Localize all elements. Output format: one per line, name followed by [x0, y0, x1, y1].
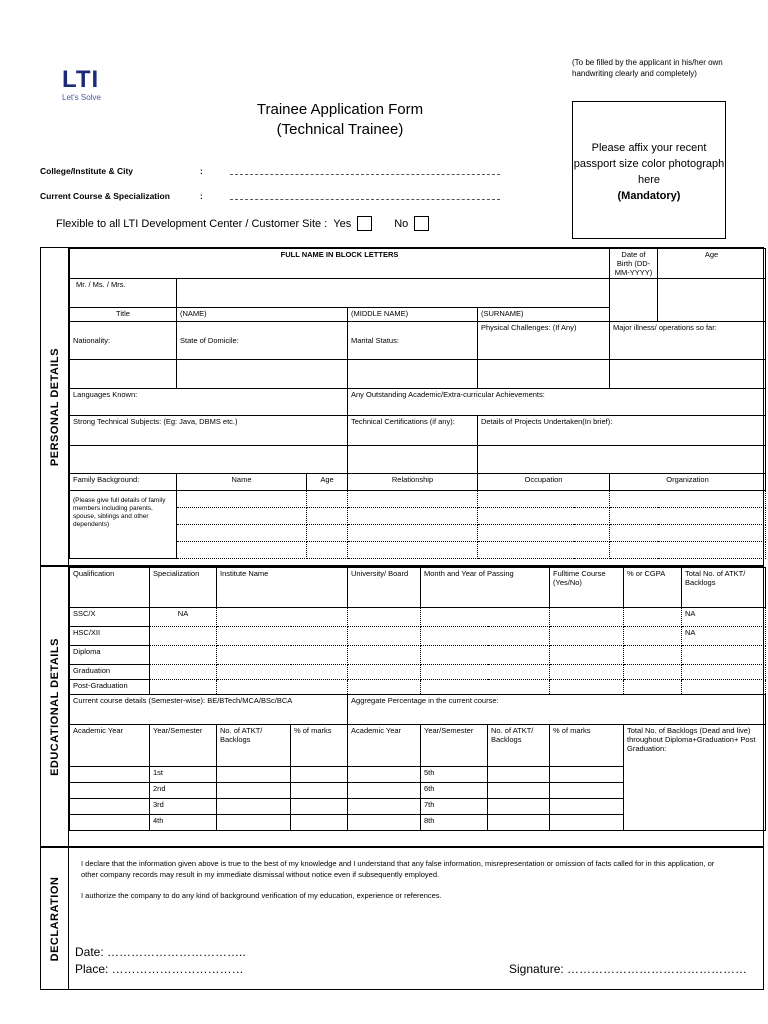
atkt-input[interactable] [488, 783, 550, 799]
institute-input[interactable] [217, 665, 348, 680]
education-section-label: EDUCATIONAL DETAILS [41, 567, 69, 846]
dob-header: Date of Birth (DD-MM-YYYY) [610, 249, 658, 279]
domicile-label: State of Domicile: [177, 322, 348, 360]
backlogs-input[interactable] [682, 646, 766, 665]
family-occupation-input[interactable] [478, 525, 610, 542]
marks-input[interactable] [291, 767, 348, 783]
month-year-input[interactable] [421, 627, 550, 646]
backlogs-input[interactable] [682, 680, 766, 695]
year-input[interactable] [70, 815, 150, 831]
sem-5th: 5th [421, 767, 488, 783]
sem-1st: 1st [150, 767, 217, 783]
university-header: University/ Board [348, 568, 421, 608]
title-caption: Title [70, 308, 177, 322]
marks-input[interactable] [550, 815, 624, 831]
family-organization-header: Organization [610, 474, 766, 491]
marks-input[interactable] [291, 783, 348, 799]
specialization-input[interactable] [150, 665, 217, 680]
fulltime-input[interactable] [550, 680, 624, 695]
backlogs-hsc-na: NA [682, 627, 766, 646]
specialization-input[interactable] [150, 646, 217, 665]
family-organization-input[interactable] [610, 508, 766, 525]
year-input[interactable] [348, 767, 421, 783]
middle-caption: (MIDDLE NAME) [348, 308, 478, 322]
fulltime-input[interactable] [550, 608, 624, 627]
backlogs-input[interactable] [682, 665, 766, 680]
marks-input[interactable] [291, 799, 348, 815]
qualification-ssc: SSC/X [70, 608, 150, 627]
colon: : [200, 166, 203, 176]
certifications-input[interactable] [348, 446, 478, 474]
declaration-section [40, 847, 764, 990]
family-age-input[interactable] [307, 525, 348, 542]
family-relationship-input[interactable] [348, 491, 478, 508]
current-course-label: Current course details (Semester-wise): BE/BTech/MCA/BSc/BCA [70, 695, 348, 725]
family-occupation-input[interactable] [478, 508, 610, 525]
family-age-header: Age [307, 474, 348, 491]
flexible-label: Flexible to all LTI Development Center / Customer Site : [56, 217, 328, 230]
personal-details-section [40, 247, 764, 566]
declaration-paragraph-2: I authorize the company to do any kind of background verification of my education, experience or references. [81, 891, 442, 900]
salutation-cell: Mr. / Ms. / Mrs. [70, 279, 177, 308]
marital-label: Marital Status: [348, 322, 478, 360]
surname-caption: (SURNAME) [478, 308, 610, 322]
colon: : [200, 191, 203, 201]
month-year-header: Month and Year of Passing [421, 568, 550, 608]
cgpa-header: % or CGPA [624, 568, 682, 608]
cgpa-input[interactable] [624, 680, 682, 695]
family-age-input[interactable] [307, 542, 348, 559]
family-age-input[interactable] [307, 508, 348, 525]
specialization-input[interactable] [150, 680, 217, 695]
family-relationship-input[interactable] [348, 525, 478, 542]
family-age-input[interactable] [307, 491, 348, 508]
family-name-input[interactable] [177, 542, 307, 559]
university-input[interactable] [348, 665, 421, 680]
year-input[interactable] [70, 767, 150, 783]
sem-marks-header: % of marks [291, 725, 348, 767]
age-input[interactable] [658, 279, 766, 322]
family-occupation-input[interactable] [478, 491, 610, 508]
sem-2nd: 2nd [150, 783, 217, 799]
marks-input[interactable] [291, 815, 348, 831]
name-caption: (NAME) [177, 308, 348, 322]
sem-marks-header-2: % of marks [550, 725, 624, 767]
course-line[interactable] [230, 199, 500, 200]
month-year-input[interactable] [421, 665, 550, 680]
atkt-input[interactable] [217, 767, 291, 783]
university-input[interactable] [348, 627, 421, 646]
domicile-input[interactable] [177, 360, 348, 389]
institute-input[interactable] [217, 646, 348, 665]
atkt-input[interactable] [488, 815, 550, 831]
qualification-hsc: HSC/XII [70, 627, 150, 646]
qualification-header: Qualification [70, 568, 150, 608]
educational-details-section [40, 566, 764, 847]
family-relationship-input[interactable] [348, 542, 478, 559]
sem-7th: 7th [421, 799, 488, 815]
handwriting-note: (To be filled by the applicant in his/her own handwriting clearly and completely) [572, 58, 723, 78]
education-table [69, 567, 766, 831]
achievements-label: Any Outstanding Academic/Extra-curricular Achievements: [348, 389, 766, 416]
college-field[interactable] [40, 166, 500, 176]
institute-header: Institute Name [217, 568, 348, 608]
family-name-input[interactable] [177, 508, 307, 525]
sem-semester-header: Year/Semester [150, 725, 217, 767]
photo-mandatory: (Mandatory) [617, 190, 681, 202]
atkt-input[interactable] [488, 799, 550, 815]
date-field[interactable]: Date: …………………………….. [75, 945, 246, 959]
university-input[interactable] [348, 608, 421, 627]
specialization-input[interactable] [150, 627, 217, 646]
projects-label: Details of Projects Undertaken(In brief): [478, 416, 766, 446]
certifications-label: Technical Certifications (if any): [348, 416, 478, 446]
sem-4th: 4th [150, 815, 217, 831]
marital-input[interactable] [348, 360, 478, 389]
lti-logo [62, 68, 101, 102]
year-input[interactable] [70, 799, 150, 815]
specialization-ssc-na: NA [150, 608, 217, 627]
family-organization-input[interactable] [610, 525, 766, 542]
declaration-paragraph-1: I declare that the information given above is true to the best of my knowledge and I understand that any false information, misrepresentation or omission of facts called for in this application, or other company records may result in my immediate dismissal without notice even if subsequently employed. [81, 859, 715, 879]
month-year-input[interactable] [421, 646, 550, 665]
backlogs-ssc-na: NA [682, 608, 766, 627]
institute-input[interactable] [217, 608, 348, 627]
logo-tagline: Let's Solve [62, 93, 101, 102]
atkt-input[interactable] [217, 815, 291, 831]
tech-subjects-input[interactable] [70, 446, 348, 474]
total-backlogs-label: Total No. of Backlogs (Dead and live) throughout Diploma+Graduation+ Post Graduation: [624, 725, 766, 831]
family-relationship-header: Relationship [348, 474, 478, 491]
marks-input[interactable] [550, 783, 624, 799]
sem-3rd: 3rd [150, 799, 217, 815]
dob-input[interactable] [610, 279, 658, 322]
cgpa-input[interactable] [624, 608, 682, 627]
marks-input[interactable] [550, 767, 624, 783]
signature-field[interactable]: Signature: ……………………………………… [509, 962, 748, 976]
sem-academic-year-header-2: Academic Year [348, 725, 421, 767]
sem-academic-year-header: Academic Year [70, 725, 150, 767]
sem-semester-header-2: Year/Semester [421, 725, 488, 767]
physical-input[interactable] [478, 360, 610, 389]
family-organization-input[interactable] [610, 542, 766, 559]
fulltime-input[interactable] [550, 665, 624, 680]
place-field[interactable]: Place: …………………………… [75, 962, 244, 976]
no-label: No [394, 217, 409, 230]
college-label: College/Institute & City [40, 166, 134, 176]
flexible-row [56, 216, 429, 231]
university-input[interactable] [348, 646, 421, 665]
year-input[interactable] [70, 783, 150, 799]
yes-label: Yes [333, 217, 352, 230]
declaration-section-label: DECLARATION [41, 848, 69, 989]
cgpa-input[interactable] [624, 646, 682, 665]
full-name-header: FULL NAME IN BLOCK LETTERS [70, 249, 610, 279]
form-title-line2: (Technical Trainee) [276, 121, 404, 138]
course-field[interactable] [40, 191, 500, 201]
qualification-post-graduation: Post-Graduation [70, 680, 150, 695]
illness-input[interactable] [610, 360, 766, 389]
fulltime-header: Fulltime Course (Yes/No) [550, 568, 624, 608]
month-year-input[interactable] [421, 680, 550, 695]
atkt-input[interactable] [217, 799, 291, 815]
atkt-input[interactable] [488, 767, 550, 783]
fulltime-input[interactable] [550, 646, 624, 665]
sem-8th: 8th [421, 815, 488, 831]
form-title-line1: Trainee Application Form [256, 101, 424, 118]
sem-6th: 6th [421, 783, 488, 799]
family-label: Family Background: [70, 474, 177, 491]
photo-instruction: Please affix your recent passport size color photograph here [573, 142, 725, 186]
yes-checkbox[interactable] [357, 216, 372, 231]
marks-input[interactable] [550, 799, 624, 815]
year-input[interactable] [348, 799, 421, 815]
backlogs-header: Total No. of ATKT/ Backlogs [682, 568, 766, 608]
year-input[interactable] [348, 783, 421, 799]
sem-atkt-header-2: No. of ATKT/ Backlogs [488, 725, 550, 767]
atkt-input[interactable] [217, 783, 291, 799]
family-name-input[interactable] [177, 525, 307, 542]
age-header: Age [658, 249, 766, 279]
physical-label: Physical Challenges: (If Any) [478, 322, 610, 360]
personal-table [69, 248, 766, 559]
cgpa-input[interactable] [624, 665, 682, 680]
family-name-header: Name [177, 474, 307, 491]
tech-subjects-label: Strong Technical Subjects: (Eg: Java, DBMS etc.) [70, 416, 348, 446]
aggregate-label: Aggregate Percentage in the current course: [348, 695, 766, 725]
illness-label: Major illness/ operations so far: [610, 322, 766, 360]
personal-section-label: PERSONAL DETAILS [41, 248, 69, 565]
year-input[interactable] [348, 815, 421, 831]
form-title [200, 100, 480, 140]
declaration-text [81, 858, 721, 911]
languages-label: Languages Known: [70, 389, 348, 416]
qualification-graduation: Graduation [70, 665, 150, 680]
month-year-input[interactable] [421, 608, 550, 627]
nationality-input[interactable] [70, 360, 177, 389]
fulltime-input[interactable] [550, 627, 624, 646]
full-name-input[interactable] [177, 279, 610, 308]
institute-input[interactable] [217, 680, 348, 695]
photo-box[interactable] [572, 101, 726, 239]
no-checkbox[interactable] [414, 216, 429, 231]
family-occupation-input[interactable] [478, 542, 610, 559]
university-input[interactable] [348, 680, 421, 695]
family-organization-input[interactable] [610, 491, 766, 508]
college-line[interactable] [230, 174, 500, 175]
institute-input[interactable] [217, 627, 348, 646]
nationality-label: Nationality: [70, 322, 177, 360]
family-note: (Please give full details of family members including parents, spouse, siblings and other dependents) [70, 491, 177, 559]
sem-atkt-header: No. of ATKT/ Backlogs [217, 725, 291, 767]
qualification-diploma: Diploma [70, 646, 150, 665]
course-label: Current Course & Specialization [40, 191, 170, 201]
family-relationship-input[interactable] [348, 508, 478, 525]
projects-input[interactable] [478, 446, 766, 474]
logo-mark: LTI [62, 66, 100, 93]
specialization-header: Specialization [150, 568, 217, 608]
family-name-input[interactable] [177, 491, 307, 508]
family-occupation-header: Occupation [478, 474, 610, 491]
cgpa-input[interactable] [624, 627, 682, 646]
